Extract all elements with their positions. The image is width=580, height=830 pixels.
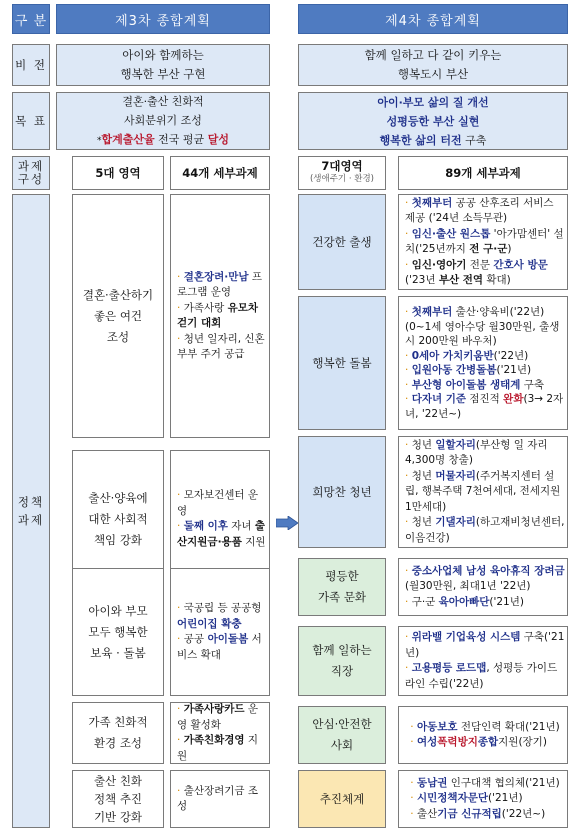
task-item: · 청년 머물자리(주거복지센터 설립, 행복주택 7천여세대, 전세지원 1만세대) [405,469,561,513]
plan4-area-2: 행복한 돌봄 [298,296,386,430]
col-44tasks: 44개 세부과제 [170,156,270,190]
task-item: · 동남권 인구대책 협의체('21년) [410,776,560,789]
plan4-area-5: 함께 일하는 직장 [298,626,386,696]
task-item: · 입원아동 간병돌봄('21년) [405,364,532,376]
plan4-area-1: 건강한 출생 [298,194,386,290]
vision-plan4: 함께 일하고 다 같이 키우는 행복도시 부산 [298,44,568,86]
plan4-area-6: 안심·안전한 사회 [298,706,386,764]
task-item: · 중소사업체 남성 육아휴직 장려금(월30만원, 최대1년 '22년) [405,564,565,593]
plan3-tasks-3 [170,568,270,696]
plan3-area-1: 결혼·출산하기 좋은 여건 조성 [72,194,164,438]
plan4-tasks-5 [398,626,568,696]
task-item: · 위라밸 기업육성 시스템 구축('21년) [405,631,565,659]
task-item: · 첫째부터 출산·양육비('22년) (0~1세 영아수당 월30만원, 출생시 200만원 바우처) [405,306,560,347]
policy-label: 정책 과제 [12,194,50,828]
plan3-area-3: 아이와 부모 모두 행복한 보육 · 돌봄 [72,568,164,696]
header-plan3: 제3차 종합계획 [56,4,270,34]
task-item: · 가족사랑 유모차 걷기 대회 [177,301,259,329]
plan3-area-4: 가족 친화적 환경 조성 [72,702,164,764]
task-item: · 국공립 등 공공형 어린이집 확충 [177,602,262,630]
task-item: · 임신·영아기 전문 간호사 방문('23년 부산 전역 확대) [405,258,548,286]
task-item: · 구·군 육아아빠단('21년) [405,595,524,608]
task-item: · 고용평등 로드맵, 성평등 가이드라인 수립('22년) [405,662,558,690]
task-item: · 첫째부터 공공 산후조리 서비스 제공 ('24년 소득무관) [405,196,554,224]
task-item: · 시민정책자문단('21년) [410,792,523,805]
plan4-area-3: 희망찬 청년 [298,436,386,548]
header-category: 구 분 [12,4,50,34]
plan4-tasks-6 [398,706,568,764]
vision-plan3: 아이와 함께하는 행복한 부산 구현 [56,44,270,86]
plan3-area-2: 출산·양육에 대한 사회적 책임 강화 [72,450,164,588]
goal-plan3: 결혼·출산 친화적 사회분위기 조성 *합계출산율 전국 평균 달성 [56,92,270,150]
plan4-tasks-2 [398,296,568,430]
task-item: · 가족사랑카드 운영 활성화 [177,703,259,731]
structure-label: 과제 구성 [12,156,50,190]
vision-label: 비 전 [12,44,50,86]
task-item: · 청년 일할자리(부산형 일 자리 4,300명 창출) [405,438,548,467]
task-item: · 부산형 아이돌봄 생태계 구축 [405,378,545,391]
task-item: · 가족친화경영 지원 [177,734,259,762]
plan3-tasks-5 [170,770,270,828]
plan4-tasks-1 [398,194,568,290]
task-item: · 0세아 가치키움반('22년) [405,349,529,362]
task-item: · 공공 아이돌봄 서비스 확대 [177,633,262,661]
task-item: · 다자녀 기준 점진적 완화(3→ 2자녀, '22년~) [405,393,564,420]
task-item: · 아동보호 전담인력 확대('21년) [410,720,560,733]
plan3-tasks-4 [170,702,270,764]
task-item: · 임신·출산 원스톱 '아가맘센터' 설치('25년까지 전 구·군) [405,227,564,255]
plan3-area-5: 출산 친화 정책 추진 기반 강화 [72,770,164,828]
goal-plan4: 아이·부모 삶의 질 개선 성평등한 부산 실현 행복한 삶의 터전 구축 [298,92,568,150]
task-item: · 청년 일자리, 신혼부부 주거 공급 [177,332,265,360]
plan4-tasks-7 [398,770,568,828]
col-5areas: 5대 영역 [72,156,164,190]
plan4-area-4: 평등한 가족 문화 [298,558,386,616]
plan4-area-7: 추진체계 [298,770,386,828]
task-item: · 출산장려기금 조성 [177,784,259,812]
task-item: · 모자보건센터 운영 [177,489,259,517]
task-item: · 출산기금 신규적립('22년~) [410,807,546,820]
col-89tasks: 89개 세부과제 [398,156,568,190]
plan3-tasks-1 [170,194,270,438]
task-item: · 여성폭력방지종합지원(장기) [410,736,547,748]
header-plan4: 제4차 종합계획 [298,4,568,34]
right-arrow-icon [276,516,298,530]
col-7areas: 7대영역 (생애주기 · 환경) [298,156,386,190]
task-item: · 결혼장려·만남 프로그램 운영 [177,270,263,298]
task-item: · 둘째 이후 자녀 출산지원금·용품 지원 [177,520,266,548]
task-item: · 청년 기댈자리(하고재비청년센터, 이음건강) [405,516,565,544]
plan4-tasks-3 [398,436,568,548]
goal-label: 목 표 [12,92,50,150]
plan4-tasks-4 [398,558,568,616]
